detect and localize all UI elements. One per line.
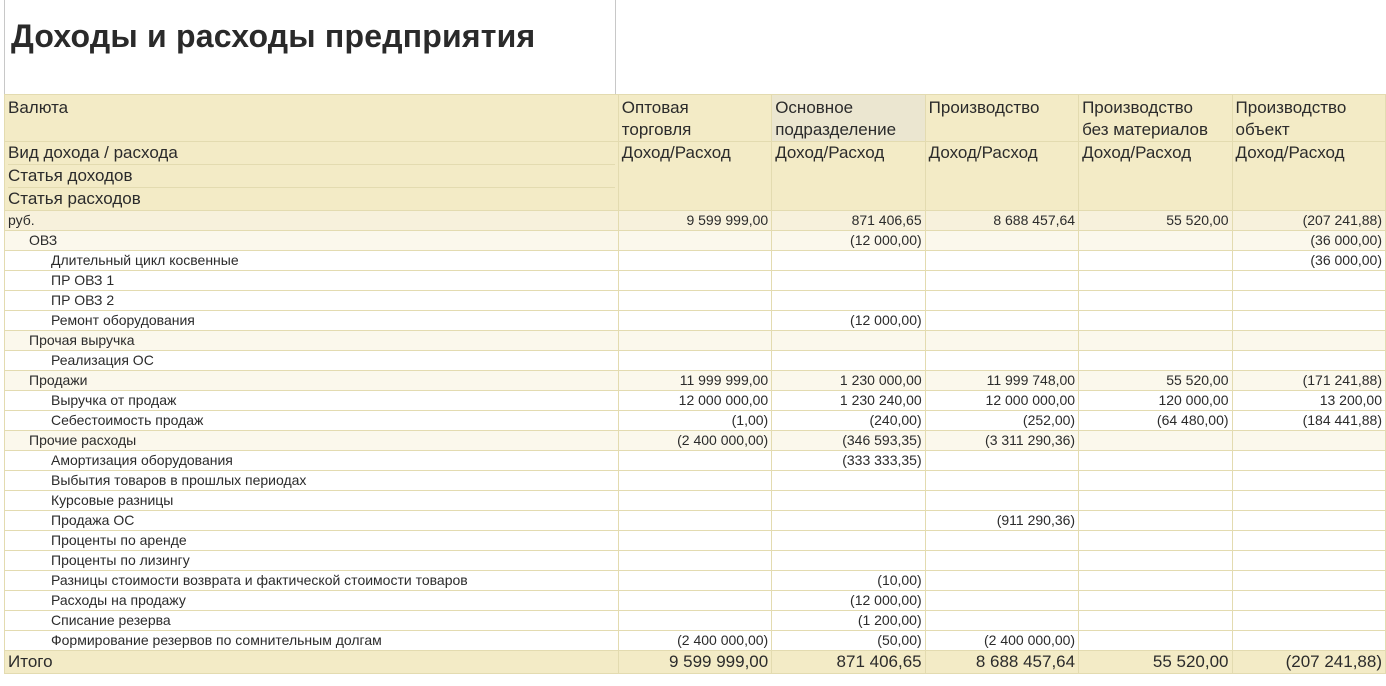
- table-row[interactable]: [5, 631, 1386, 651]
- column-subheader[interactable]: Доход/Расход: [925, 142, 1078, 211]
- row-value: [1232, 351, 1385, 371]
- header-income-item-label: Статья доходов: [8, 164, 615, 187]
- total-value: (207 241,88): [1232, 651, 1385, 674]
- row-value: [1079, 611, 1232, 631]
- row-value: [1079, 231, 1232, 251]
- table-row[interactable]: [5, 491, 1386, 511]
- row-label: Проценты по аренде: [5, 531, 619, 551]
- table-row[interactable]: [5, 251, 1386, 271]
- group-row[interactable]: [5, 431, 1386, 451]
- row-label: Прочая выручка: [5, 331, 619, 351]
- row-value: [1079, 351, 1232, 371]
- row-value: [925, 331, 1078, 351]
- column-header-osnovnoe-podrazdelenie[interactable]: [772, 95, 925, 142]
- row-label: ОВЗ: [5, 231, 619, 251]
- row-value: [925, 491, 1078, 511]
- row-label: Выбытия товаров в прошлых периодах: [5, 471, 619, 491]
- row-value: [925, 571, 1078, 591]
- row-value: 871 406,65: [772, 211, 925, 231]
- row-value: (171 241,88): [1232, 371, 1385, 391]
- column-header-line: без материалов: [1082, 120, 1209, 139]
- row-label: Расходы на продажу: [5, 591, 619, 611]
- row-value: [618, 531, 771, 551]
- row-label: Прочие расходы: [5, 431, 619, 451]
- row-value: [1079, 311, 1232, 331]
- total-value: 871 406,65: [772, 651, 925, 674]
- total-value: 9 599 999,00: [618, 651, 771, 674]
- row-value: [618, 351, 771, 371]
- row-value: [618, 491, 771, 511]
- row-value: [1232, 431, 1385, 451]
- row-value: [1232, 451, 1385, 471]
- row-label: Списание резерва: [5, 611, 619, 631]
- total-label: Итого: [5, 651, 619, 674]
- table-row[interactable]: [5, 511, 1386, 531]
- row-value: (10,00): [772, 571, 925, 591]
- row-value: [1079, 591, 1232, 611]
- row-label: Ремонт оборудования: [5, 311, 619, 331]
- total-value: 8 688 457,64: [925, 651, 1078, 674]
- row-value: (12 000,00): [772, 591, 925, 611]
- row-value: [1079, 491, 1232, 511]
- header-subcolumns-row: [5, 142, 1386, 211]
- report-table[interactable]: [4, 94, 1386, 674]
- column-header-line: Производство: [1235, 98, 1347, 117]
- row-value: (3 311 290,36): [925, 431, 1078, 451]
- row-value: [1079, 291, 1232, 311]
- column-header-optovaya-torgovlya[interactable]: [618, 95, 771, 142]
- row-value: (12 000,00): [772, 311, 925, 331]
- row-value: (50,00): [772, 631, 925, 651]
- row-value: 13 200,00: [1232, 391, 1385, 411]
- row-value: [618, 331, 771, 351]
- row-value: [1079, 551, 1232, 571]
- group-row[interactable]: [5, 231, 1386, 251]
- total-value: 55 520,00: [1079, 651, 1232, 674]
- total-row[interactable]: [5, 651, 1386, 674]
- row-value: [1079, 511, 1232, 531]
- row-label: Разницы стоимости возврата и фактической стоимости товаров: [5, 571, 619, 591]
- row-value: [618, 551, 771, 571]
- table-row[interactable]: [5, 391, 1386, 411]
- row-value: [618, 571, 771, 591]
- row-value: [618, 291, 771, 311]
- header-income-type-label: Вид дохода / расхода: [8, 143, 178, 162]
- row-value: [618, 591, 771, 611]
- row-value: 8 688 457,64: [925, 211, 1078, 231]
- group-row[interactable]: [5, 371, 1386, 391]
- row-value: [925, 271, 1078, 291]
- row-value: [925, 471, 1078, 491]
- row-value: [618, 231, 771, 251]
- row-value: (2 400 000,00): [925, 631, 1078, 651]
- row-value: [1232, 611, 1385, 631]
- row-value: [1232, 331, 1385, 351]
- row-value: [925, 551, 1078, 571]
- row-value: (2 400 000,00): [618, 431, 771, 451]
- table-row[interactable]: [5, 291, 1386, 311]
- row-value: (184 441,88): [1232, 411, 1385, 431]
- row-label: Продажи: [5, 371, 619, 391]
- header-expense-item-label: Статья расходов: [8, 187, 615, 210]
- row-value: [925, 251, 1078, 271]
- row-value: [925, 311, 1078, 331]
- row-value: [1079, 251, 1232, 271]
- header-columns-row: [5, 95, 1386, 142]
- row-value: [772, 511, 925, 531]
- row-value: 1 230 000,00: [772, 371, 925, 391]
- row-value: (36 000,00): [1232, 231, 1385, 251]
- column-header-line: торговля: [621, 120, 692, 139]
- row-value: [925, 451, 1078, 471]
- report-header: [5, 95, 1386, 211]
- row-value: [1232, 511, 1385, 531]
- row-value: [1079, 451, 1232, 471]
- row-value: (64 480,00): [1079, 411, 1232, 431]
- row-value: (911 290,36): [925, 511, 1078, 531]
- row-value: [772, 331, 925, 351]
- report-footer: [5, 651, 1386, 674]
- table-row[interactable]: [5, 351, 1386, 371]
- row-value: [1079, 631, 1232, 651]
- row-label: Длительный цикл косвенные: [5, 251, 619, 271]
- row-value: [925, 531, 1078, 551]
- row-value: [1079, 571, 1232, 591]
- row-value: (1 200,00): [772, 611, 925, 631]
- header-currency-label[interactable]: Валюта: [5, 95, 619, 142]
- table-row[interactable]: [5, 451, 1386, 471]
- row-label: Реализация ОС: [5, 351, 619, 371]
- row-value: (2 400 000,00): [618, 631, 771, 651]
- column-header-line: Основное: [775, 98, 854, 117]
- row-value: [925, 231, 1078, 251]
- row-value: [925, 611, 1078, 631]
- row-value: 120 000,00: [1079, 391, 1232, 411]
- table-row[interactable]: [5, 411, 1386, 431]
- row-value: [772, 551, 925, 571]
- row-value: 1 230 240,00: [772, 391, 925, 411]
- row-value: [618, 311, 771, 331]
- row-value: [772, 531, 925, 551]
- column-header-proizvodstvo-obekt[interactable]: [1232, 95, 1385, 142]
- column-header-line: Производство: [1082, 98, 1193, 117]
- column-header-proizvodstvo[interactable]: [925, 95, 1078, 142]
- group-row[interactable]: [5, 331, 1386, 351]
- column-header-line: объект: [1235, 120, 1290, 139]
- table-row[interactable]: [5, 531, 1386, 551]
- row-label: Формирование резервов по сомнительным долгам: [5, 631, 619, 651]
- row-label: Выручка от продаж: [5, 391, 619, 411]
- row-value: (240,00): [772, 411, 925, 431]
- row-label: Себестоимость продаж: [5, 411, 619, 431]
- row-value: [1232, 291, 1385, 311]
- row-value: [1232, 491, 1385, 511]
- grid-line-column-divider: [615, 0, 616, 94]
- row-value: [772, 271, 925, 291]
- row-value: (333 333,35): [772, 451, 925, 471]
- column-header-line: Оптовая: [621, 98, 689, 117]
- row-value: [618, 611, 771, 631]
- row-value: 55 520,00: [1079, 211, 1232, 231]
- row-value: 11 999 748,00: [925, 371, 1078, 391]
- table-row[interactable]: [5, 551, 1386, 571]
- row-value: 11 999 999,00: [618, 371, 771, 391]
- row-value: [1232, 311, 1385, 331]
- row-value: [1079, 331, 1232, 351]
- row-value: [772, 251, 925, 271]
- row-value: [618, 251, 771, 271]
- column-header-line: Производство: [928, 98, 1040, 117]
- row-value: [618, 271, 771, 291]
- report-body: [5, 211, 1386, 651]
- row-value: [1232, 471, 1385, 491]
- row-value: [1232, 531, 1385, 551]
- row-label: Проценты по лизингу: [5, 551, 619, 571]
- row-value: [1079, 431, 1232, 451]
- row-value: 12 000 000,00: [618, 391, 771, 411]
- grid-line-left: [4, 0, 5, 94]
- currency-row[interactable]: [5, 211, 1386, 231]
- row-value: (346 593,35): [772, 431, 925, 451]
- column-subheader[interactable]: Доход/Расход: [618, 142, 771, 211]
- header-row-labels[interactable]: [5, 142, 619, 211]
- row-value: [925, 591, 1078, 611]
- row-value: [1232, 551, 1385, 571]
- column-subheader[interactable]: Доход/Расход: [772, 142, 925, 211]
- row-value: 55 520,00: [1079, 371, 1232, 391]
- column-subheader[interactable]: Доход/Расход: [1232, 142, 1385, 211]
- row-value: [772, 291, 925, 311]
- table-row[interactable]: [5, 311, 1386, 331]
- row-value: (36 000,00): [1232, 251, 1385, 271]
- table-row[interactable]: [5, 471, 1386, 491]
- row-label: Курсовые разницы: [5, 491, 619, 511]
- row-value: 12 000 000,00: [925, 391, 1078, 411]
- row-label: ПР ОВЗ 2: [5, 291, 619, 311]
- table-row[interactable]: [5, 271, 1386, 291]
- row-value: 9 599 999,00: [618, 211, 771, 231]
- row-value: (207 241,88): [1232, 211, 1385, 231]
- column-header-proizvodstvo-bez-materialov[interactable]: [1079, 95, 1232, 142]
- row-value: (1,00): [618, 411, 771, 431]
- table-row[interactable]: [5, 591, 1386, 611]
- row-value: [925, 351, 1078, 371]
- row-value: [925, 291, 1078, 311]
- row-value: [1232, 571, 1385, 591]
- row-label: руб.: [5, 211, 619, 231]
- table-row[interactable]: [5, 611, 1386, 631]
- row-value: [1232, 271, 1385, 291]
- row-value: [618, 511, 771, 531]
- row-value: [1079, 531, 1232, 551]
- row-value: [1079, 471, 1232, 491]
- row-value: [618, 451, 771, 471]
- row-value: [1079, 271, 1232, 291]
- row-value: [1232, 631, 1385, 651]
- table-row[interactable]: [5, 571, 1386, 591]
- row-label: Амортизация оборудования: [5, 451, 619, 471]
- row-value: [1232, 591, 1385, 611]
- row-value: (12 000,00): [772, 231, 925, 251]
- column-header-line: подразделение: [775, 120, 897, 139]
- row-value: [772, 491, 925, 511]
- row-label: ПР ОВЗ 1: [5, 271, 619, 291]
- row-value: [772, 351, 925, 371]
- row-label: Продажа ОС: [5, 511, 619, 531]
- column-subheader[interactable]: Доход/Расход: [1079, 142, 1232, 211]
- row-value: [618, 471, 771, 491]
- row-value: (252,00): [925, 411, 1078, 431]
- row-value: [772, 471, 925, 491]
- report-title: Доходы и расходы предприятия: [11, 18, 536, 54]
